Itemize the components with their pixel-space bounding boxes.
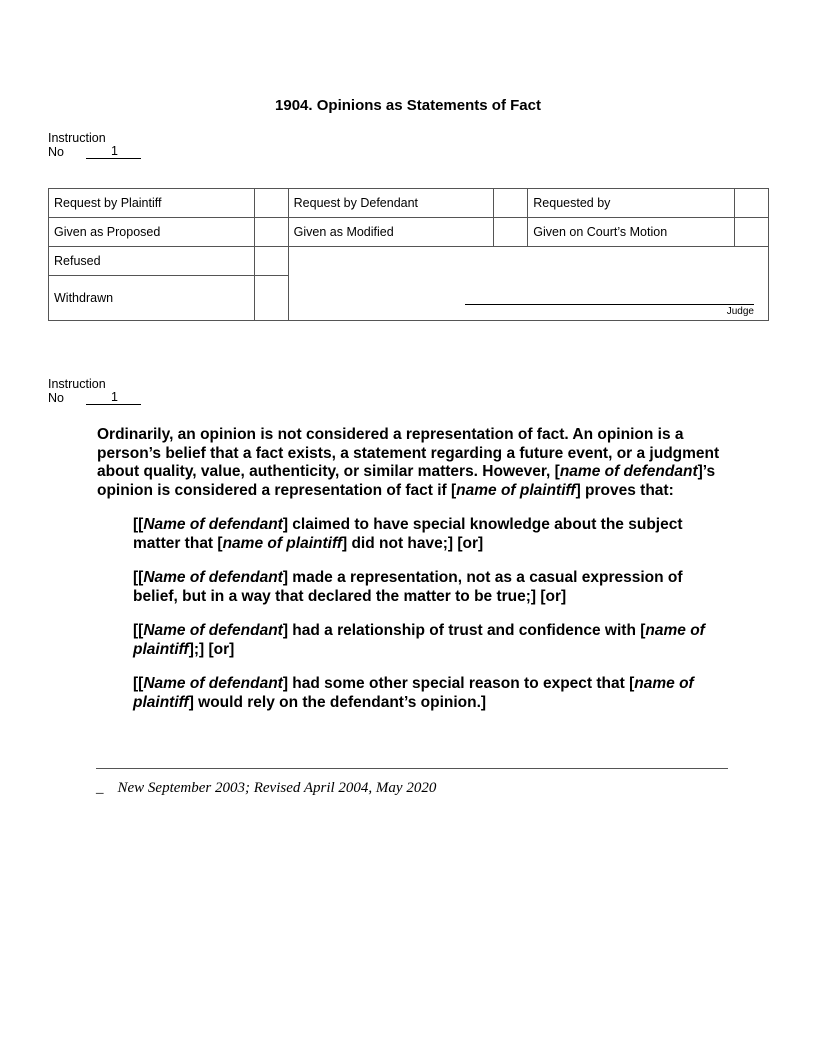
element-item: [[Name of defendant] had a relationship of trust and confidence with [name of plaintiff];] [or] — [133, 622, 705, 658]
judge-signature-line[interactable] — [465, 304, 754, 305]
given-on-courts-motion-checkbox[interactable] — [735, 218, 769, 247]
history-text: New September 2003; Revised April 2004, May 2020 — [117, 780, 437, 796]
request-by-plaintiff-label: Request by Plaintiff — [49, 189, 255, 218]
judge-label: Judge — [726, 306, 754, 317]
judge-signature-area — [288, 247, 768, 321]
request-status-table — [48, 188, 769, 321]
withdrawn-label: Withdrawn — [49, 276, 255, 321]
given-as-proposed-label: Given as Proposed — [49, 218, 255, 247]
instruction-label: Instruction — [48, 377, 106, 391]
element-item: [[Name of defendant] had some other special reason to expect that [name of plaintiff] would rely on the defendant’s opinion.] — [133, 675, 694, 711]
instruction-no-value: 1 — [86, 145, 141, 159]
footer-divider — [96, 768, 728, 769]
refused-checkbox[interactable] — [254, 247, 288, 276]
given-as-modified-checkbox[interactable] — [494, 218, 528, 247]
page-title: 1904. Opinions as Statements of Fact — [275, 97, 541, 114]
given-on-courts-motion-label: Given on Court’s Motion — [528, 218, 735, 247]
element-list — [133, 516, 727, 712]
requested-by-label: Requested by — [528, 189, 735, 218]
revision-history — [96, 780, 436, 797]
instruction-body — [97, 426, 727, 712]
history-dash: _ — [96, 780, 104, 796]
request-by-defendant-label: Request by Defendant — [288, 189, 494, 218]
element-item: [[Name of defendant] claimed to have special knowledge about the subject matter that [name of plaintiff] did not have;] [or] — [133, 516, 683, 552]
instruction-label: Instruction — [48, 131, 106, 145]
given-as-proposed-checkbox[interactable] — [254, 218, 288, 247]
intro-paragraph: Ordinarily, an opinion is not considered a representation of fact. An opinion is a person’s belief that a fact exists, a statement regarding a future event, or a judgment about quality, value, authenticity, or similar matters. However, [name of defendant]’s opinion is considered a representation of fact if [name of plaintiff] proves that: — [97, 426, 720, 499]
given-as-modified-label: Given as Modified — [288, 218, 494, 247]
withdrawn-checkbox[interactable] — [254, 276, 288, 321]
request-by-plaintiff-checkbox[interactable] — [254, 189, 288, 218]
instruction-no-value: 1 — [86, 391, 141, 405]
requested-by-checkbox[interactable] — [735, 189, 769, 218]
request-by-defendant-checkbox[interactable] — [494, 189, 528, 218]
instruction-no-label: No — [48, 391, 64, 405]
instruction-number-block — [48, 131, 141, 159]
element-item: [[Name of defendant] made a representation, not as a casual expression of belief, but in a way that declared the matter to be true;] [or] — [133, 569, 683, 605]
refused-label: Refused — [49, 247, 255, 276]
instruction-no-label: No — [48, 145, 64, 159]
instruction-number-block-2 — [48, 377, 141, 405]
